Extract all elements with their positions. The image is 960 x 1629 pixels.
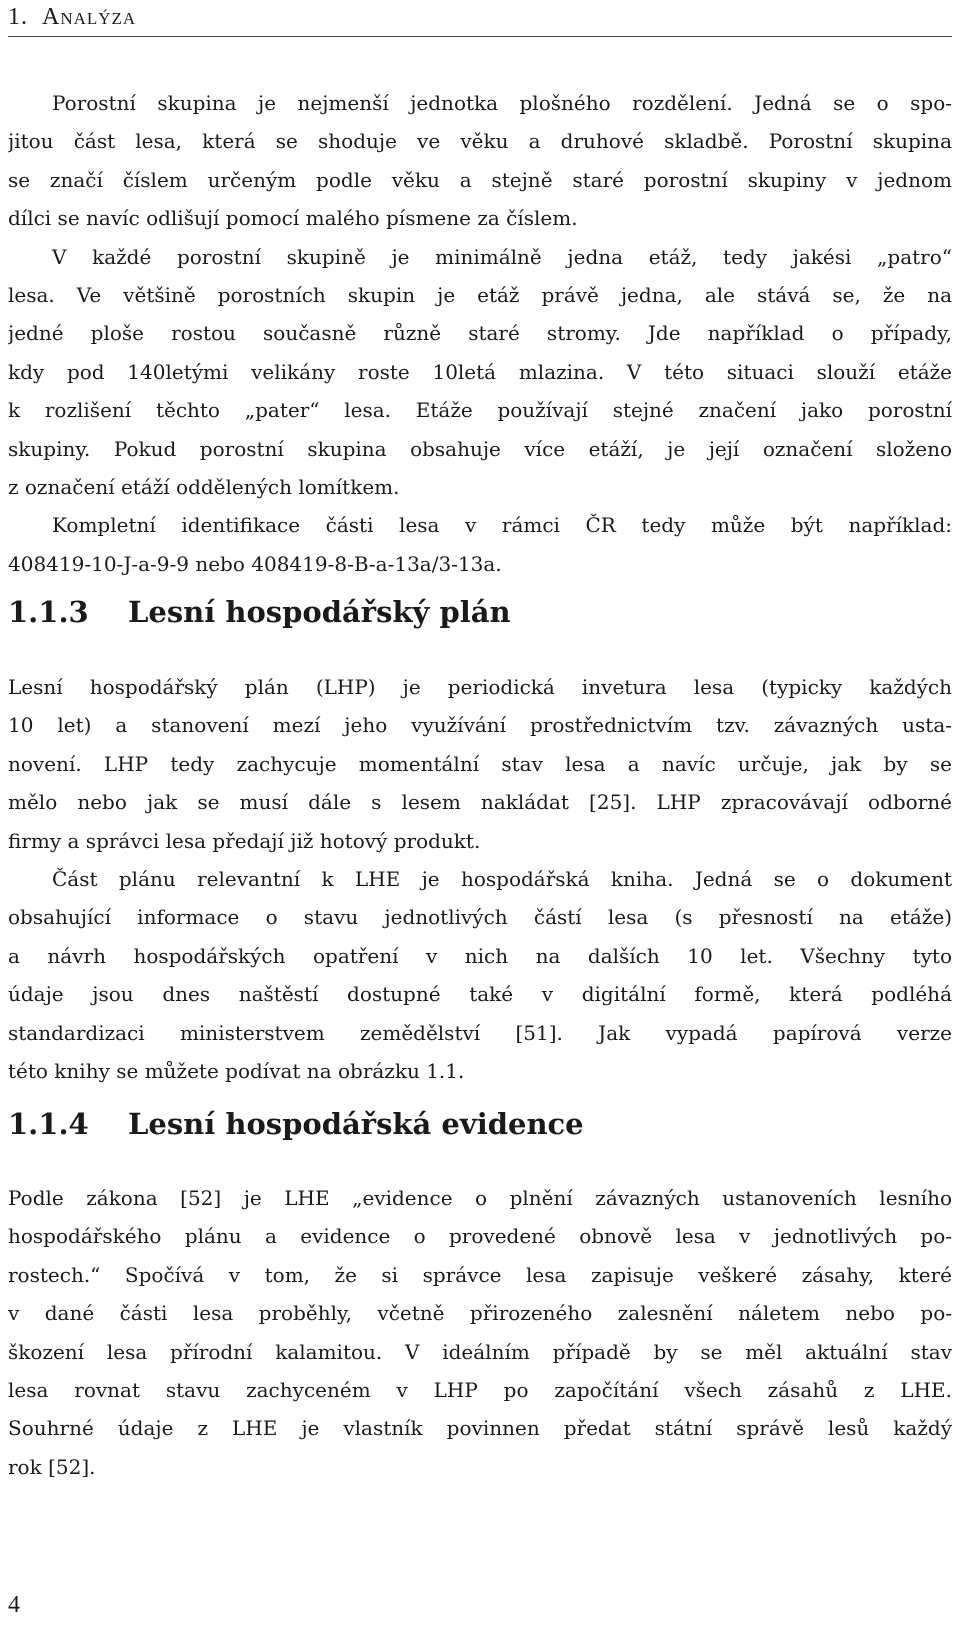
- text-line: z označení etáží oddělených lomítkem.: [8, 474, 400, 499]
- section-title: Lesní hospodářská evidence: [128, 1107, 584, 1141]
- text-line: lesa. Ve většině porostních skupin je etáž právě jedna, ale stává se, že na: [8, 282, 952, 307]
- section-number: 1.1.4: [8, 1107, 89, 1141]
- text-line: 10 let) a stanovení mezí jeho využívání prostřednictvím tzv. závazných usta-: [8, 713, 952, 738]
- text-line: rostech.“ Spočívá v tom, že si správce lesa zapisuje veškeré zásahy, které: [8, 1262, 952, 1287]
- text-line: a návrh hospodářských opatření v nich na dalších 10 let. Všechny tyto: [8, 943, 952, 968]
- text-line: dílci se navíc odlišují pomocí malého písmene za číslem.: [8, 206, 578, 231]
- text-line: údaje jsou dnes naštěstí dostupné také v digitální formě, která podléhá: [8, 982, 952, 1007]
- text-line: Souhrné údaje z LHE je vlastník povinnen předat státní správě lesů každý: [8, 1416, 952, 1441]
- text-line: V každé porostní skupině je minimálně jedna etáž, tedy jakési „patro“: [52, 244, 952, 269]
- text-line: Podle zákona [52] je LHE „evidence o plnění závazných ustanoveních lesního: [8, 1186, 952, 1210]
- text-line: jitou část lesa, která se shoduje ve věku a druhové skladbě. Porostní skupina: [8, 129, 952, 154]
- text-line: obsahující informace o stavu jednotlivých částí lesa (s přesností na etáže): [8, 905, 952, 930]
- text-line: 408419-10-J-a-9-9 nebo 408419-8-B-a-13a/3-13a.: [8, 551, 502, 576]
- page-number: 4: [8, 1592, 20, 1618]
- text-line: Porostní skupina je nejmenší jednotka plošného rozdělení. Jedná se o spo-: [52, 91, 952, 115]
- text-line: standardizaci ministerstvem zemědělství [51]. Jak vypadá papírová verze: [8, 1020, 952, 1045]
- text-line: v dané části lesa proběhly, včetně přirozeného zalesnění náletem nebo po-: [8, 1301, 952, 1326]
- paragraph-identifikace: [8, 506, 952, 583]
- text-line: lesa rovnat stavu zachyceném v LHP po započítání všech zásahů z LHE.: [8, 1377, 952, 1402]
- paragraph-lhp-definice: [8, 668, 952, 860]
- text-line: mělo nebo jak se musí dále s lesem nakládat [25]. LHP zpracovávají odborné: [8, 790, 952, 815]
- chapter-title: Analýza: [42, 4, 137, 30]
- text-line: Lesní hospodářský plán (LHP) je periodická invetura lesa (typicky každých: [8, 675, 952, 699]
- paragraph-lhe-definice: [8, 1179, 952, 1486]
- document-page: [8, 0, 952, 1629]
- text-line: se značí číslem určeným podle věku a stejně staré porostní skupiny v jednom: [8, 167, 952, 192]
- chapter-number: 1.: [8, 4, 28, 30]
- text-line: rok [52].: [8, 1454, 96, 1479]
- text-line: škození lesa přírodní kalamitou. V ideálním případě by se měl aktuální stav: [8, 1339, 952, 1364]
- text-line: kdy pod 140letými velikány roste 10letá mlazina. V této situaci slouží etáže: [8, 359, 952, 384]
- running-header: [8, 0, 952, 37]
- text-line: jedné ploše rostou současně různě staré stromy. Jde například o případy,: [8, 321, 952, 346]
- section-heading-lhe: [8, 1104, 952, 1144]
- section-heading-lhp: [8, 592, 952, 632]
- text-line: hospodářského plánu a evidence o provedené obnově lesa v jednotlivých po-: [8, 1224, 952, 1249]
- text-line: skupiny. Pokud porostní skupina obsahuje více etáží, je její označení složeno: [8, 436, 952, 461]
- paragraph-etaz: [8, 238, 952, 507]
- paragraph-hospodarska-kniha: [8, 860, 952, 1090]
- section-title: Lesní hospodářský plán: [128, 595, 511, 629]
- text-line: k rozlišení těchto „pater“ lesa. Etáže používají stejné značení jako porostní: [8, 398, 952, 423]
- text-line: této knihy se můžete podívat na obrázku 1.1.: [8, 1058, 465, 1083]
- text-line: Kompletní identifikace části lesa v rámci ČR tedy může být například:: [52, 513, 952, 538]
- text-line: Část plánu relevantní k LHE je hospodářská kniha. Jedná se o dokument: [52, 867, 952, 891]
- text-line: novení. LHP tedy zachycuje momentální stav lesa a navíc určuje, jak by se: [8, 751, 952, 776]
- paragraph-porostni-skupina: [8, 84, 952, 238]
- section-number: 1.1.3: [8, 595, 89, 629]
- text-line: firmy a správci lesa předají již hotový produkt.: [8, 828, 481, 853]
